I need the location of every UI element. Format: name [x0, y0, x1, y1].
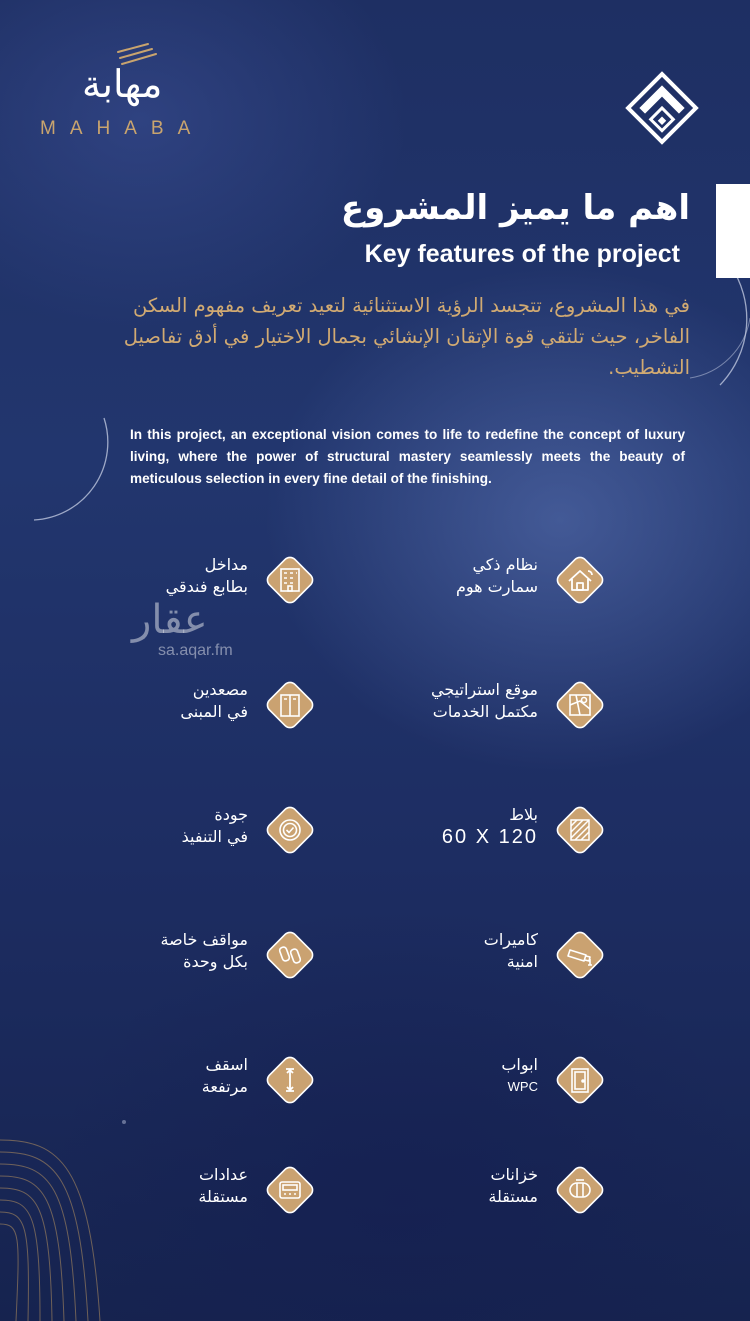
feature-title: ابواب [501, 1055, 538, 1074]
smart-home-icon [550, 550, 610, 610]
feature-subtitle: بطابع فندقي [165, 577, 248, 596]
water-tank-icon [550, 1160, 610, 1220]
feature-title: نظام ذكي [472, 555, 538, 574]
feature-smart-home [370, 540, 610, 620]
feature-subtitle: مستقلة [198, 1187, 248, 1206]
elevator-icon [260, 675, 320, 735]
page-title-arabic: اهم ما يميز المشروع [340, 188, 690, 228]
feature-title: بلاط [509, 805, 538, 824]
aqar-watermark [132, 598, 233, 660]
security-camera-icon [550, 925, 610, 985]
watermark-url: sa.aqar.fm [158, 642, 233, 659]
side-tab [716, 184, 750, 278]
feature-water-tanks [370, 1150, 610, 1230]
feature-subtitle: مستقلة [488, 1187, 538, 1206]
feature-tiles [370, 790, 610, 870]
feature-private-parking [80, 915, 320, 995]
tiles-icon [550, 800, 610, 860]
page-title-english: Key features of the project [364, 240, 680, 268]
feature-subtitle: سمارت هوم [455, 577, 538, 596]
intro-paragraph-arabic: في هذا المشروع، تتجسد الرؤية الاستثنائية لتعيد تعريف مفهوم السكن الفاخر، حيث تلتقي قوة الإتقان الإنشائي بجمال الاختيار في أدق تفاصيل التشطيب. [123, 294, 690, 379]
meter-icon [260, 1160, 320, 1220]
developer-logo-icon [620, 66, 704, 150]
feature-title: مداخل [204, 555, 248, 574]
feature-elevators [80, 665, 320, 745]
feature-title: كاميرات [483, 930, 538, 949]
feature-subtitle: مرتفعة [201, 1077, 248, 1096]
feature-title: مصعدين [192, 680, 248, 699]
feature-strategic-location [370, 665, 610, 745]
logo-arabic: مهابة [82, 62, 163, 106]
feature-title: موقع استراتيجي [431, 680, 538, 699]
feature-subtitle: في التنفيذ [181, 827, 248, 846]
feature-subtitle: WPC [507, 1079, 538, 1094]
feature-doors [370, 1040, 610, 1120]
feature-high-ceilings [80, 1040, 320, 1120]
feature-independent-meters [80, 1150, 320, 1230]
door-icon [550, 1050, 610, 1110]
watermark-arabic: عقار [132, 597, 208, 643]
feature-title: جودة [214, 805, 248, 824]
map-location-icon [550, 675, 610, 735]
feature-title: خزانات [490, 1165, 538, 1184]
quality-badge-icon [260, 800, 320, 860]
feature-title: عدادات [198, 1165, 248, 1184]
ceiling-height-icon [260, 1050, 320, 1110]
feature-subtitle: بكل وحدة [183, 952, 248, 971]
feature-security-cameras [370, 915, 610, 995]
feature-quality [80, 790, 320, 870]
feature-title: اسقف [205, 1055, 248, 1074]
feature-subtitle: امنية [506, 952, 538, 971]
hotel-building-icon [260, 550, 320, 610]
feature-title: مواقف خاصة [160, 930, 248, 949]
feature-subtitle: في المبنى [180, 702, 248, 721]
feature-subtitle: مكتمل الخدمات [432, 702, 538, 721]
feature-subtitle: 60 X 120 [441, 826, 538, 848]
parking-cars-icon [260, 925, 320, 985]
intro-paragraph-english: In this project, an exceptional vision comes to life to redefine the concept of luxury living, where the power of structural mastery seamlessly meets the beauty of meticulous selection in every fine detail of the finishing. [130, 427, 685, 486]
mahaba-logo [40, 40, 250, 140]
logo-english: MAHABA [40, 118, 205, 139]
